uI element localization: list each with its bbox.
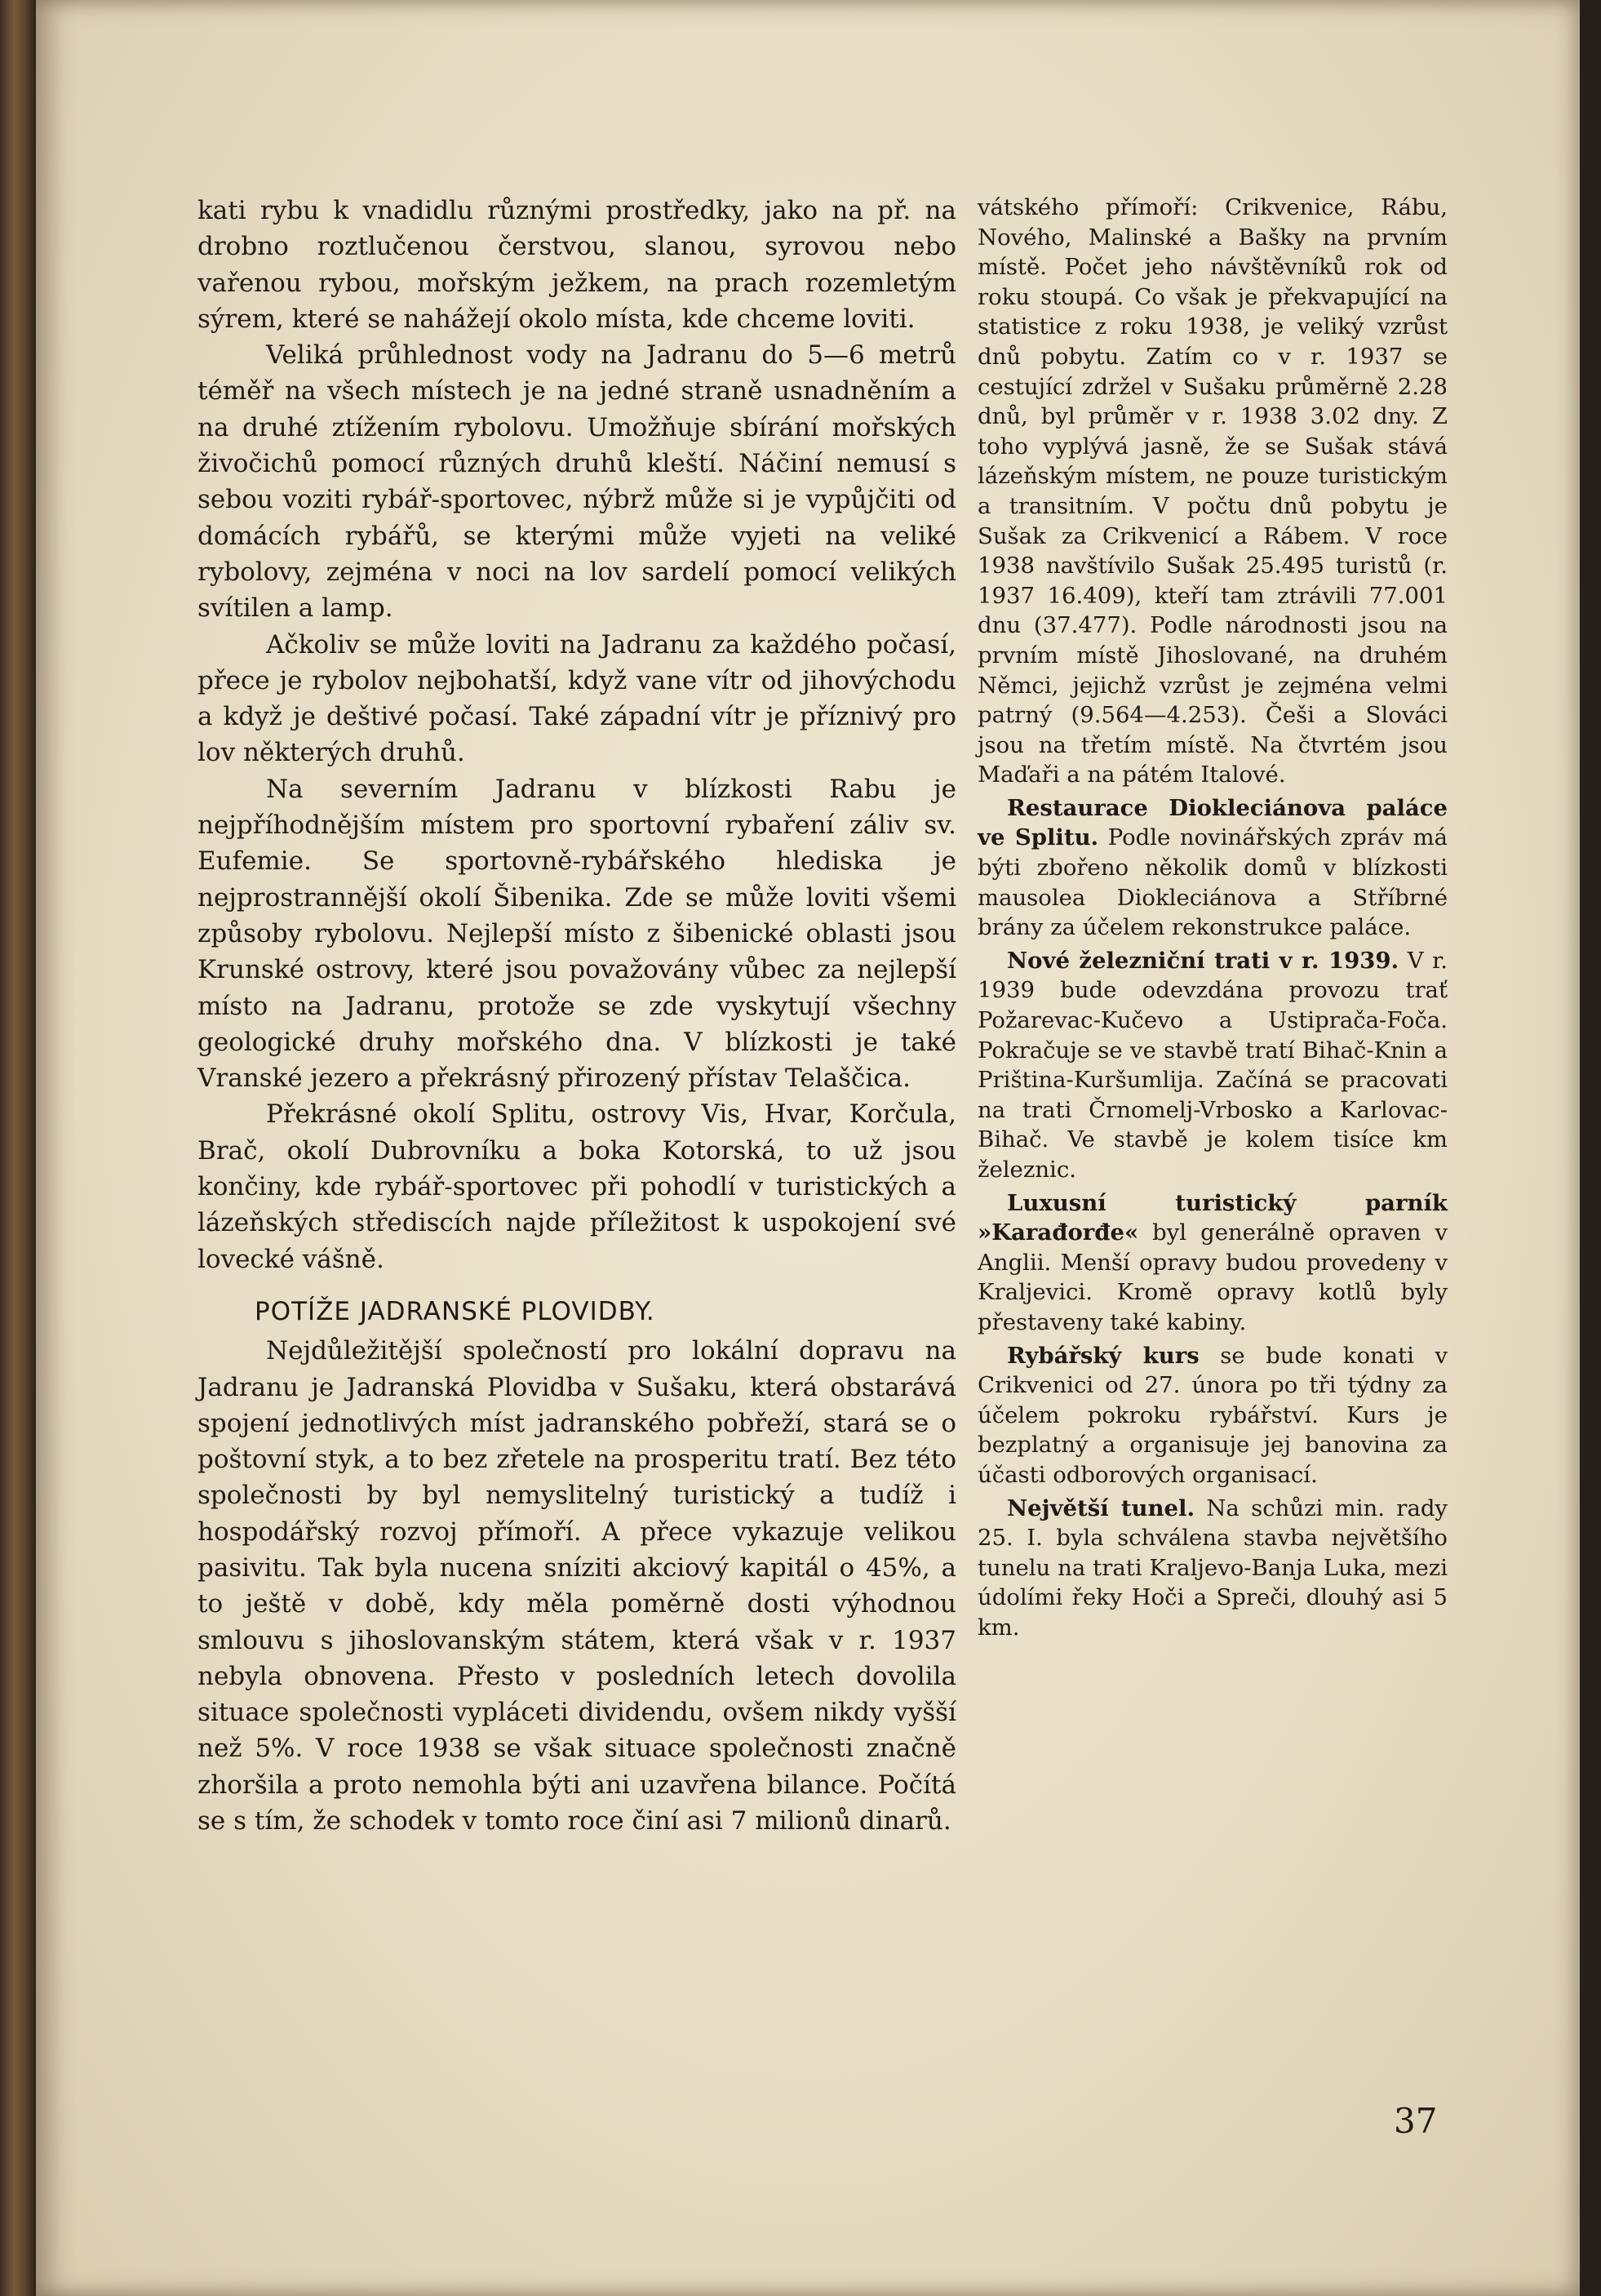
news-text: V r. 1939 bude odevzdána provozu trať Požarevac-Kučevo a Ustiprača-Foča. Pokračuje se ve stavbě tratí Bihač-Knin a Priština-Kuršumlija. Začíná se pracovati na trati Črnomelj-Vrbosko a Karlovac-Bihač. Ve stavbě je kolem tisíce km železnic. [978, 947, 1448, 1183]
paragraph: Veliká průhlednost vody na Jadranu do 5—6 metrů téměř na všech místech je na jedné straně usnadněním a na druhé ztížením rybolovu. Umožňuje sbírání mořských živočichů pomocí různých druhů kleští. Náčiní nemusí s sebou voziti rybář-sportovec, nýbrž může si je vypůjčiti od domácích rybářů, se kterými může vyjeti na veliké rybolovy, zejména v noci na lov sardelí pomocí velikých svítilen a lamp. [197, 340, 956, 624]
news-title: Luxusní turistický parník »Karađorđe« [978, 1189, 1448, 1246]
paragraph: vátského přímoří: Crikvenice, Rábu, Nového, Malinské a Bašky na prvním místě. Počet jeho návštěvníků rok od roku stoupá. Co však je překvapující na statistice z roku 1938, je veliký vzrůst dnů pobytu. Zatím co v r. 1937 se cestující zdržel v Sušaku průměrně 2.28 dnů, byl průměr v r. 1938 3.02 dny. Z toho vyplývá jasně, že se Sušak stává lázeňským místem, ne pouze turistickým a transitním. V počtu dnů pobytu je Sušak za Crikvenicí a Rábem. V roce 1938 navštívilo Sušak 25.495 turistů (r. 1937 16.409), kteří tam ztrávili 77.001 dnu (37.477). Podle národnosti jsou na prvním místě Jihoslované, na druhém Němci, jejichž vzrůst je zejména velmi patrný (9.564—4.253). Češi a Slováci jsou na třetím místě. Na čtvrtém jsou Maďaři a na pátém Italové. [978, 194, 1448, 788]
news-title: Největší tunel. [1007, 1494, 1195, 1521]
news-text: byl generálně opraven v Anglii. Menší opravy budou provedeny v Kraljevici. Kromě opravy kotlů byly přestaveny také kabiny. [978, 1219, 1448, 1335]
news-text: Podle novinářských zpráv má býti zbořeno několik domů v blízkosti mausolea Diokleciánova a Stříbrné brány za účelem rekonstrukce paláce. [978, 824, 1448, 941]
section-heading: POTÍŽE JADRANSKÉ PLOVIDBY. [255, 1296, 655, 1326]
news-title: Restaurace Diokleciánova paláce ve Splitu. [978, 794, 1448, 851]
news-text: se bude konati v Crikvenici od 27. února po tři týdny za účelem pokroku rybářství. Kurs je bezplatný a organisuje jej banovina za účasti odborových organisací. [978, 1342, 1448, 1488]
news-text: Na schůzi min. rady 25. I. byla schválena stavba největšího tunelu na trati Kraljevo-Banja Luka, mezi údolími řeky Hoči a Spreči, dlouhý asi 5 km. [978, 1494, 1448, 1641]
book-page [36, 0, 1580, 2296]
page-number: 37 [1394, 2101, 1438, 2141]
news-item [978, 1341, 1448, 1490]
news-item [978, 793, 1448, 943]
news-title: Nové železniční trati v r. 1939. [1007, 947, 1399, 974]
paragraph: Ačkoliv se může loviti na Jadranu za každého počasí, přece je rybolov nejbohatší, když vane vítr od jihovýchodu a když je deštivé počasí. Také západní vítr je příznivý pro lov některých druhů. [197, 629, 956, 768]
news-item [978, 946, 1448, 1185]
news-item [978, 1494, 1448, 1643]
news-title: Rybářský kurs [1007, 1342, 1200, 1369]
right-column [978, 193, 1448, 1643]
paragraph: Nejdůležitější společností pro lokální dopravu na Jadranu je Jadranská Plovidba v Sušaku, která obstarává spojení jednotlivých míst jadranského pobřeží, stará se o poštovní styk, a to bez zřetele na prosperitu tratí. Bez této společnosti by byl nemyslitelný turistický a tudíž i hospodářský rozvoj přímoří. A přece vykazuje velikou pasivitu. Tak byla nucena sníziti akciový kapitál o 45%, a to ještě v době, kdy měla poměrně dosti výhodnou smlouvu s jihoslovanským státem, která však v r. 1937 nebyla obnovena. Přesto v posledních letech dovolila situace společnosti vypláceti dividendu, ovšem nikdy vyšší než 5%. V roce 1938 se však situace společnosti značně zhoršila a proto nemohla býti ani uzavřena bilance. Počítá se s tím, že schodek v tomto roce činí asi 7 milionů dinarů. [197, 1336, 956, 1836]
paragraph: kati rybu k vnadidlu různými prostředky, jako na př. na drobno roztlučenou čerstvou, slanou, syrovou nebo vařenou rybou, mořským ježkem, na prach rozemletým sýrem, které se nahážejí okolo místa, kde chceme loviti. [197, 196, 956, 334]
paragraph: Na severním Jadranu v blízkosti Rabu je nejpříhodnějším místem pro sportovní rybaření záliv sv. Eufemie. Se sportovně-rybářského hlediska je nejprostrannější okolí Šibenika. Zde se může loviti všemi způsoby rybolovu. Nejlepší místo z šibenické oblasti jsou Krunské ostrovy, které jsou považovány vůbec za nejlepší místo na Jadranu, protože se zde vyskytují všechny geologické druhy mořského dna. V blízkosti je také Vranské jezero a překrásný přirozený přístav Telaščica. [197, 774, 956, 1094]
paragraph: Překrásné okolí Splitu, ostrovy Vis, Hvar, Korčula, Brač, okolí Dubrovníku a boka Kotorská, to už jsou končiny, kde rybář-sportovec při pohodlí v turistických a lázeňských střediscích najde příležitost k uspokojení své lovecké vášně. [197, 1099, 956, 1274]
news-item [978, 1188, 1448, 1338]
book-spine [0, 0, 36, 2296]
left-column [197, 193, 956, 1839]
